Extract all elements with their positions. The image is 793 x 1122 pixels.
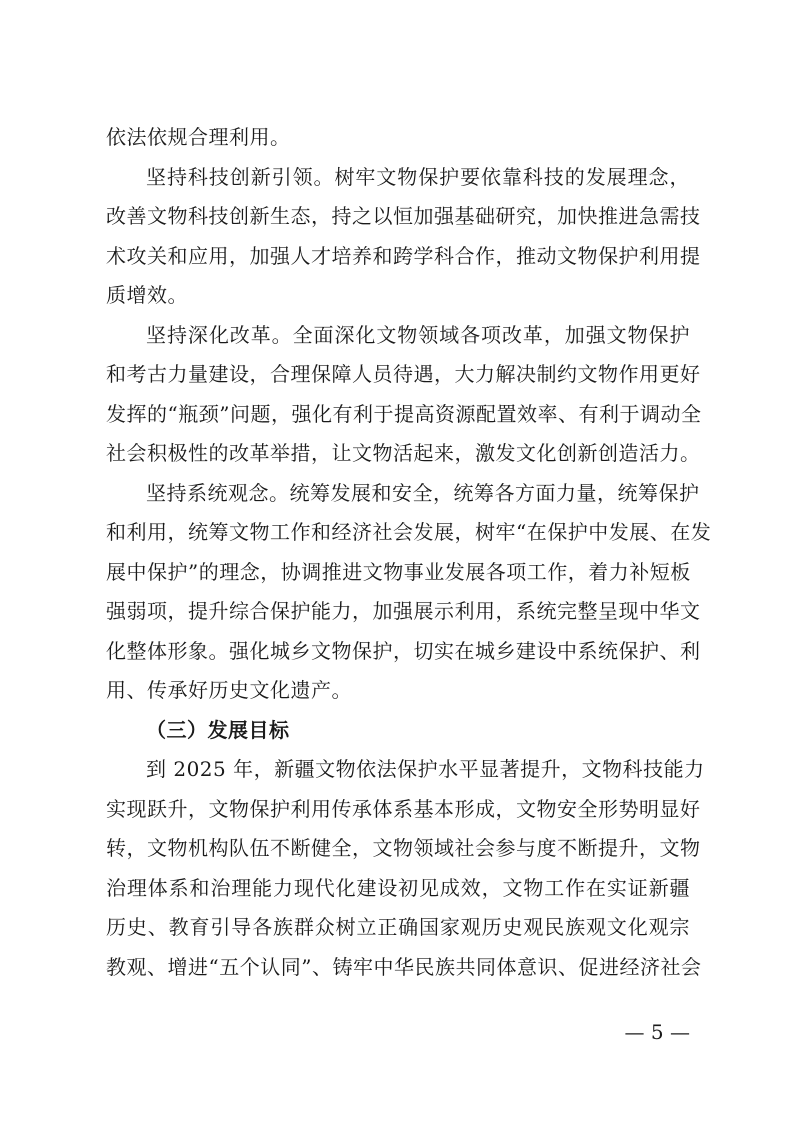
section-heading: （三）发展目标 bbox=[146, 717, 290, 742]
paragraph-line: 治理体系和治理能力现代化建设初见成效，文物工作在实证新疆 bbox=[106, 875, 690, 900]
paragraph-line: 质增效。 bbox=[106, 283, 188, 307]
paragraph-line: 坚持科技创新引领。树牢文物保护要依靠科技的发展理念， bbox=[146, 164, 690, 189]
paragraph-line: 用、传承好历史文化遗产。 bbox=[106, 678, 352, 702]
paragraph-line: 展中保护”的理念，协调推进文物事业发展各项工作，着力补短板 bbox=[106, 559, 691, 584]
paragraph-line: 依法依规合理利用。 bbox=[106, 125, 291, 149]
paragraph-line: 实现跃升，文物保护利用传承体系基本形成，文物安全形势明显好 bbox=[106, 796, 701, 821]
paragraph-line: 到 2025 年，新疆文物依法保护水平显著提升，文物科技能力 bbox=[146, 757, 705, 781]
paragraph-line: 教观、增进“五个认同”、铸牢中华民族共同体意识、促进经济社会 bbox=[106, 954, 702, 979]
paragraph-line: 化整体形象。强化城乡文物保护，切实在城乡建设中系统保护、利 bbox=[106, 638, 701, 663]
paragraph-line: 历史、教育引导各族群众树立正确国家观历史观民族观文化观宗 bbox=[106, 915, 690, 939]
paragraph-line: 社会积极性的改革举措，让文物活起来，激发文化创新创造活力。 bbox=[106, 441, 701, 465]
body-text bbox=[106, 118, 712, 987]
paragraph-line: 和考古力量建设，合理保障人员待遇，大力解决制约文物作用更好 bbox=[106, 362, 701, 386]
paragraph-line: 坚持系统观念。统筹发展和安全，统筹各方面力量，统筹保护 bbox=[146, 480, 700, 505]
paragraph-line: 强弱项，提升综合保护能力，加强展示利用，系统完整呈现中华文 bbox=[106, 599, 701, 623]
paragraph-line: 术攻关和应用，加强人才培养和跨学科合作，推动文物保护利用提 bbox=[106, 243, 701, 268]
paragraph-line: 转，文物机构队伍不断健全，文物领域社会参与度不断提升，文物 bbox=[106, 836, 701, 860]
paragraph-line: 坚持深化改革。全面深化文物领域各项改革，加强文物保护 bbox=[146, 322, 690, 347]
paragraph-line: 发挥的“瓶颈”问题，强化有利于提高资源配置效率、有利于调动全 bbox=[106, 401, 702, 426]
paragraph-line: 改善文物科技创新生态，持之以恒加强基础研究，加快推进急需技 bbox=[106, 204, 701, 228]
page-number: — 5 — bbox=[624, 1020, 690, 1044]
paragraph-line: 和利用，统筹文物工作和经济社会发展，树牢“在保护中发展、在发 bbox=[106, 520, 712, 544]
